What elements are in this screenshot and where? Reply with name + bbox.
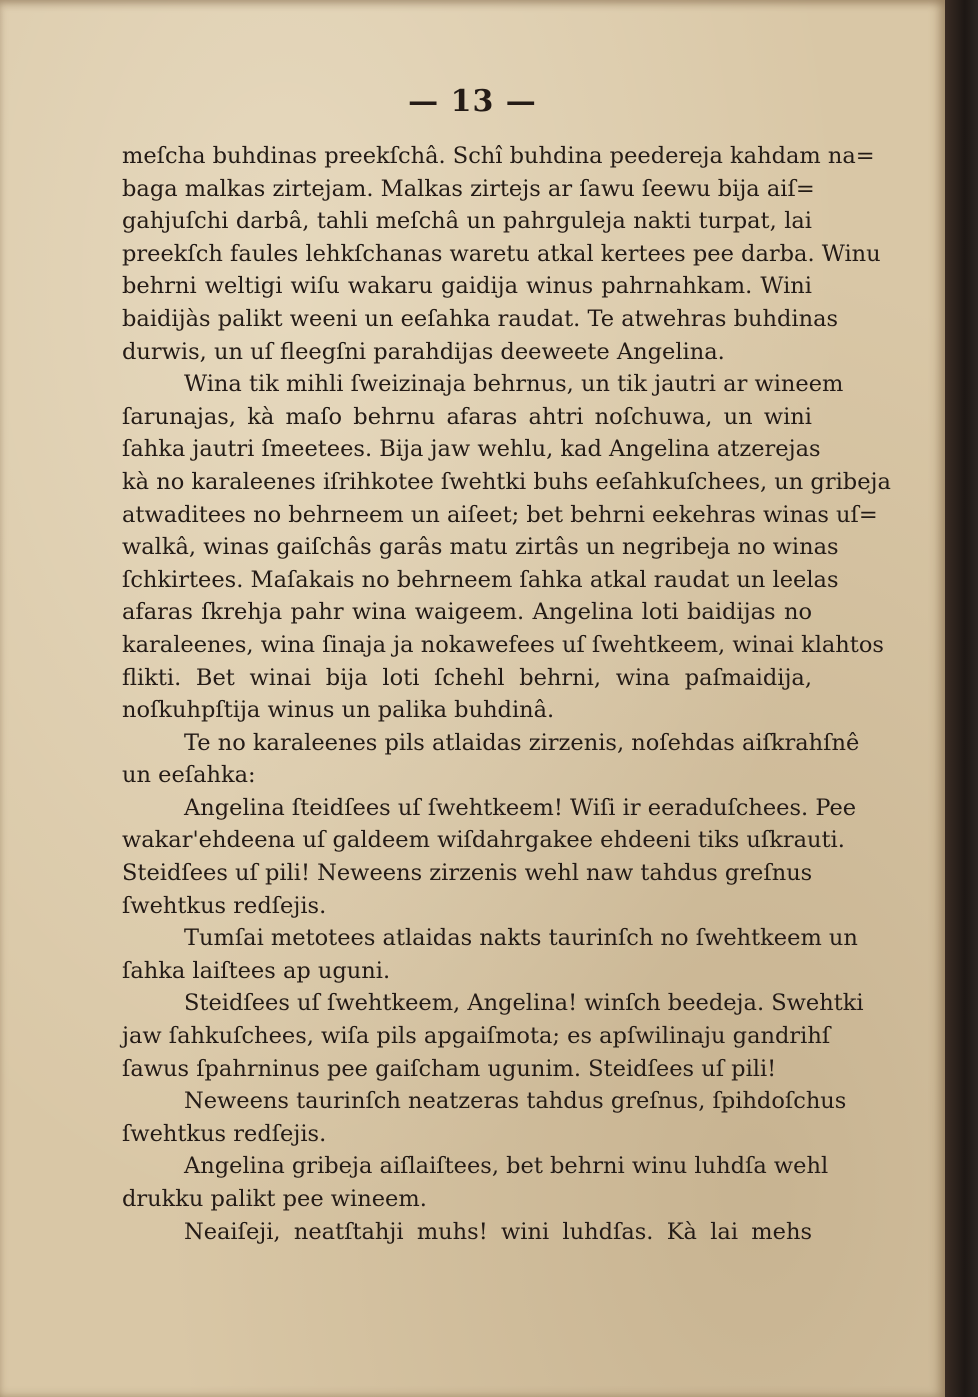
text-line: Steidſees uſ pili! Neweens zirzenis wehl naw tahdus greſnus: [122, 860, 813, 887]
text-line: drukku palikt pee wineem.: [122, 1186, 427, 1212]
text-line: behrni weltigi wiſu wakaru gaidija winus pahrnahkam. Wini: [122, 273, 812, 300]
text-line: ſahka laiſtees ap uguni.: [122, 957, 391, 984]
text-line: Tumſai metotees atlaidas nakts taurinſch no ſwehtkeem un: [184, 925, 858, 952]
text-line: durwis, un uſ fleegſni parahdijas deeweete Angelina.: [122, 338, 725, 365]
text-line: ſchkirtees. Maſakais no behrneem ſahka atkal raudat un leelas: [122, 566, 839, 593]
text-line: Angelina gribeja aiſlaiſtees, bet behrni winu luhdſa wehl: [184, 1153, 829, 1180]
text-line: wakar'ehdeena uſ galdeem wiſdahrgakee ehdeeni tiks uſkrauti.: [122, 827, 845, 854]
text-line: Steidſees uſ ſwehtkeem, Angelina! winſch beedeja. Swehtki: [184, 990, 864, 1017]
text-line: gahjuſchi darbâ, tahli meſchâ un pahrguleja nakti turpat, lai: [122, 208, 812, 235]
text-line: noſkuhpſtija winus un palika buhdinâ.: [122, 697, 555, 724]
text-line: baidijàs palikt weeni un eeſahka raudat. Te atwehras buhdinas: [122, 305, 839, 332]
page-number: — 13 —: [408, 84, 537, 119]
text-line: Neaiſeji, neatſtahji muhs! wini luhdſas. Kà lai mehs: [184, 1218, 812, 1245]
text-line: Te no karaleenes pils atlaidas zirzenis, noſehdas aiſkrahſnê: [184, 729, 860, 756]
text-line: ſwehtkus redſejis.: [122, 892, 327, 919]
text-line: preekſch faules lehkſchanas waretu atkal kertees pee darba. Winu: [122, 240, 881, 267]
text-line: ſahka jautri ſmeetees. Bija jaw wehlu, kad Angelina atzerejas: [122, 436, 821, 463]
text-line: baga malkas zirtejam. Malkas zirtejs ar ſawu ſeewu bija aiſ=: [122, 175, 815, 202]
book-edge: [945, 0, 978, 1397]
text-line: jaw ſahkuſchees, wiſa pils apgaiſmota; es apſwilinaju gandrihſ: [122, 1023, 831, 1050]
text-line: Angelina ſteidſees uſ ſwehtkeem! Wiſi ir eeraduſchees. Pee: [184, 794, 857, 821]
text-line: un eeſahka:: [122, 762, 256, 789]
text-line: ſarunajas, kà maſo behrnu afaras ahtri noſchuwa, un wini: [122, 403, 812, 430]
text-line: ſwehtkus redſejis.: [122, 1120, 327, 1147]
body-text: [122, 140, 891, 1248]
text-line: meſcha buhdinas preekſchâ. Schî buhdina peedereja kahdam na=: [122, 143, 875, 169]
text-line: Wina tik mihli ſweizinaja behrnus, un tik jautri ar wineem: [184, 371, 844, 398]
text-line: Neweens taurinſch neatzeras tahdus greſnus, ſpihdoſchus: [184, 1088, 847, 1115]
text-line: afaras ſkrehja pahr wina waigeem. Angelina loti baidijas no: [122, 599, 812, 626]
text-line: flikti. Bet winai bija loti ſchehl behrni, wina paſmaidija,: [122, 664, 812, 691]
text-line: karaleenes, wina ſinaja ja nokawefees uſ ſwehtkeem, winai klahtos: [122, 631, 884, 658]
text-line: walkâ, winas gaiſchâs garâs matu zirtâs un negribeja no winas: [122, 534, 839, 561]
text-line: atwaditees no behrneem un aiſeet; bet behrni eekehras winas uſ=: [122, 501, 878, 528]
text-line: ſawus ſpahrninus pee gaiſcham ugunim. Steidſees uſ pili!: [122, 1055, 777, 1082]
text-line: kà no karaleenes iſrihkotee ſwehtki buhs eeſahkuſchees, un gribeja: [122, 468, 891, 495]
